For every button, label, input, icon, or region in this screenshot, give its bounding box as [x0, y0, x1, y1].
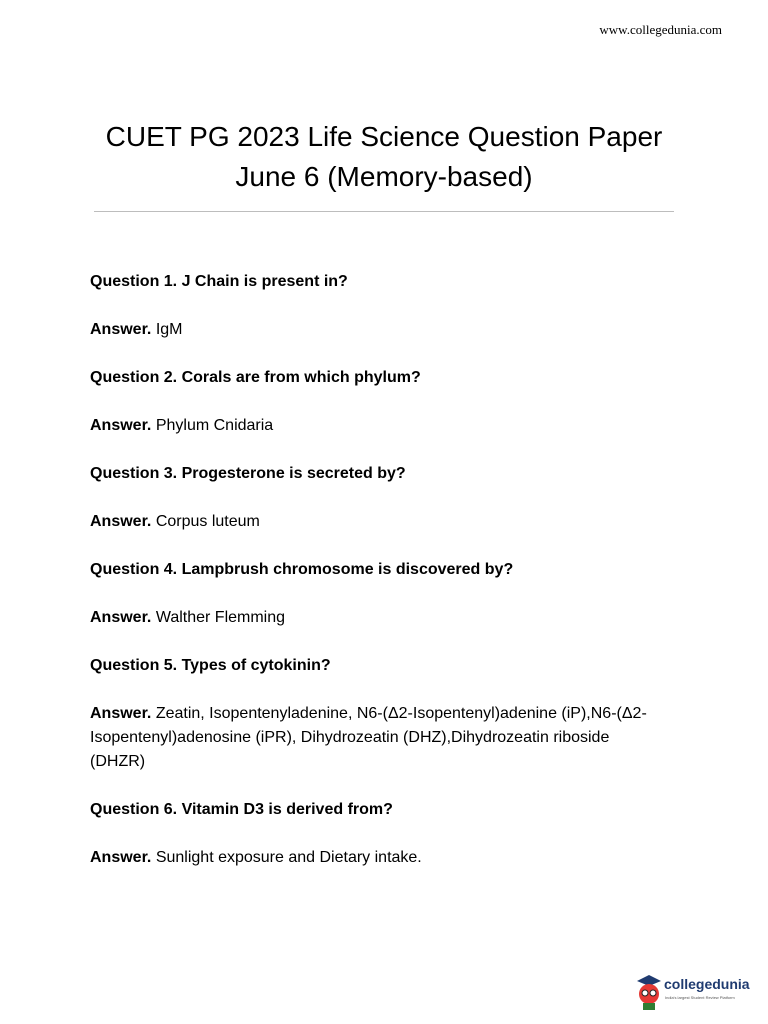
title-line-2: June 6 (Memory-based) [235, 161, 533, 192]
answer-label: Answer. [90, 705, 152, 722]
answer-label: Answer. [90, 321, 152, 338]
title-line-1: CUET PG 2023 Life Science Question Paper [105, 121, 663, 152]
answer-6 [90, 846, 690, 870]
question-1: Question 1. J Chain is present in? [90, 273, 348, 290]
logo-tagline: India's largest Student Review Platform [665, 995, 735, 1000]
answer-text: Phylum Cnidaria [155, 417, 274, 434]
question-4: Question 4. Lampbrush chromosome is discovered by? [90, 561, 514, 578]
collegedunia-logo [634, 972, 754, 1012]
answer-text: Zeatin, Isopentenyladenine, N6-(Δ2-Isopentenyl)adenine (iP),N6-(Δ2-Isopentenyl)adenosine (iPR), Dihydrozeatin (DHZ),Dihydrozeatin riboside (DHZR) [90, 705, 647, 770]
answer-text: Sunlight exposure and Dietary intake. [155, 849, 422, 866]
answer-label: Answer. [90, 513, 152, 530]
title-divider [94, 211, 674, 212]
answer-label: Answer. [90, 849, 152, 866]
page-title [60, 117, 708, 197]
question-3: Question 3. Progesterone is secreted by? [90, 465, 406, 482]
answer-1 [90, 318, 690, 342]
question-2: Question 2. Corals are from which phylum? [90, 369, 421, 386]
logo-wordmark: collegedunia [664, 976, 750, 992]
answer-text: Walther Flemming [155, 609, 286, 626]
answer-label: Answer. [90, 417, 152, 434]
answer-2 [90, 414, 690, 438]
answer-3 [90, 510, 690, 534]
answer-text: Corpus luteum [155, 513, 260, 530]
answer-5 [90, 702, 650, 774]
answer-text: IgM [155, 321, 183, 338]
site-url: www.collegedunia.com [599, 22, 722, 37]
answer-label: Answer. [90, 609, 152, 626]
question-6: Question 6. Vitamin D3 is derived from? [90, 801, 393, 818]
mascot-icon [634, 972, 664, 1012]
answer-4 [90, 606, 690, 630]
question-5: Question 5. Types of cytokinin? [90, 657, 331, 674]
